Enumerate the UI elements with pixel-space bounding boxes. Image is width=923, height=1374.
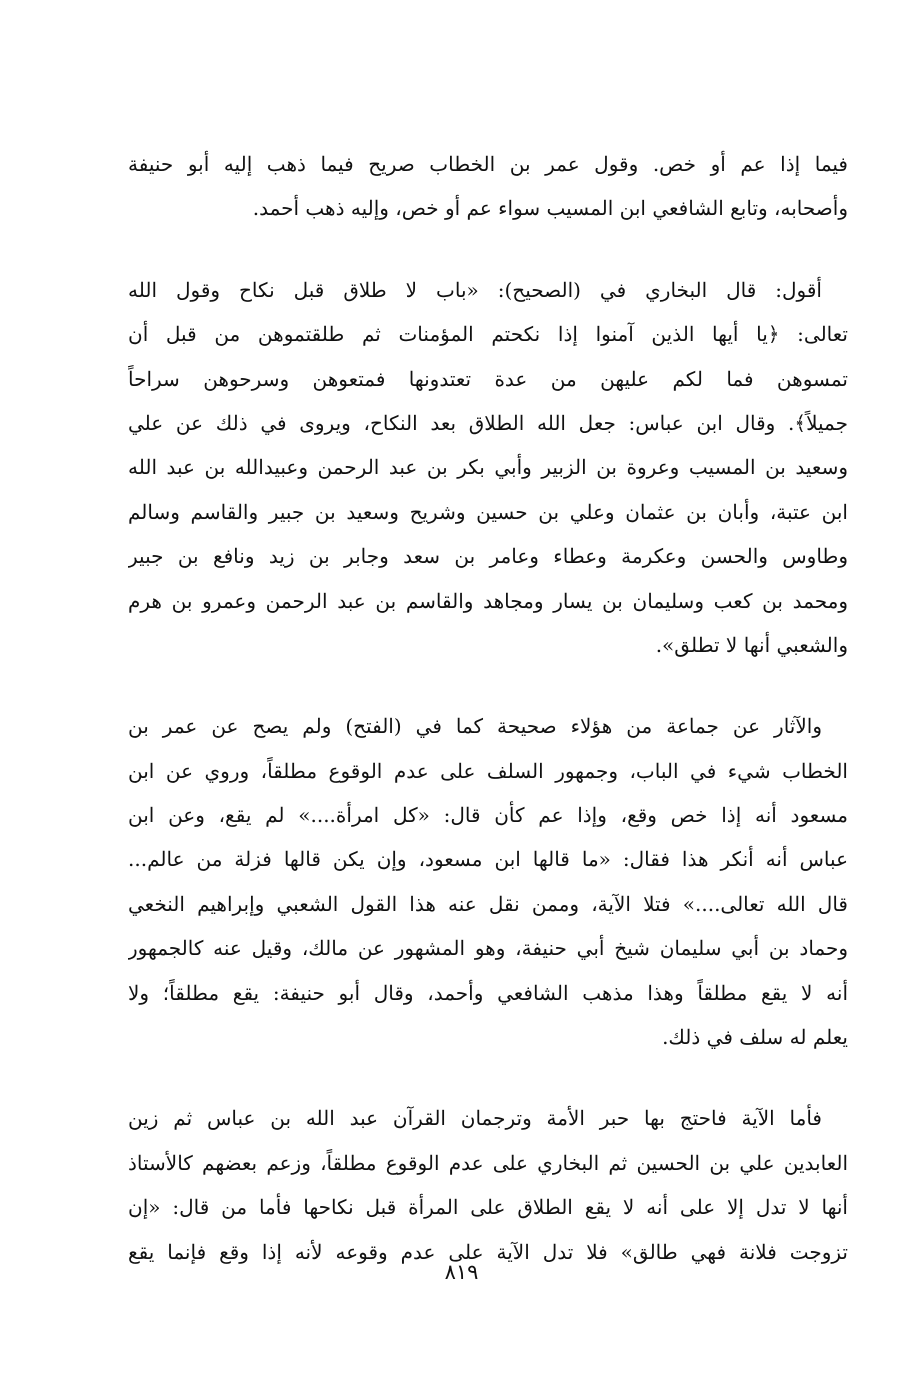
- page-number: ٨١٩: [444, 1260, 479, 1284]
- text-line: تعالى: ﴿يا أيها الذين آمنوا إذا نكحتم المؤمنات ثم طلقتموهن من قبل أن: [128, 322, 848, 347]
- paragraph-3: [128, 704, 848, 1059]
- text-line: الخطاب شيء في الباب، وجمهور السلف على عدم الوقوع مطلقاً، وروي عن ابن: [128, 758, 848, 783]
- paragraph-2: [128, 268, 848, 668]
- text-line: العابدين علي بن الحسين ثم البخاري على عدم الوقوع مطلقاً، وزعم بعضهم كالأستاذ: [128, 1150, 848, 1175]
- text-line: تمسوهن فما لكم عليهن من عدة تعتدونها فمتعوهن وسرحوهن سراحاً: [128, 366, 848, 391]
- text-line: ابن عتبة، وأبان بن عثمان وعلي بن حسين وشريح وسعيد بن جبير والقاسم وسالم: [128, 499, 848, 524]
- text-line: والآثار عن جماعة من هؤلاء صحيحة كما في (الفتح) ولم يصح عن عمر بن: [128, 714, 822, 739]
- paragraph-gap: [128, 231, 848, 268]
- text-line: يعلم له سلف في ذلك.: [662, 1025, 848, 1050]
- text-line: وسعيد بن المسيب وعروة بن الزبير وأبي بكر بن عبد الرحمن وعبيدالله بن عبد الله: [128, 455, 848, 480]
- text-line: فأما الآية فاحتج بها حبر الأمة وترجمان القرآن عبد الله بن عباس ثم زين: [128, 1106, 822, 1131]
- text-line: والشعبي أنها لا تطلق».: [655, 632, 848, 657]
- text-line: فيما إذا عم أو خص. وقول عمر بن الخطاب صريح فيما ذهب إليه أبو حنيفة: [128, 152, 848, 176]
- text-line: قال الله تعالى....» فتلا الآية، وممن نقل عنه هذا القول الشعبي وإبراهيم النخعي: [128, 891, 848, 916]
- page-body: [128, 142, 848, 1274]
- text-line: أقول: قال البخاري في (الصحيح): «باب لا طلاق قبل نكاح وقول الله: [128, 277, 822, 302]
- text-line: وطاوس والحسن وعكرمة وعطاء وعامر بن سعد وجابر بن زيد ونافع بن جبير: [128, 544, 848, 569]
- text-line: أنها لا تدل إلا على أنه لا يقع الطلاق على المرأة قبل نكاحها فأما من قال: «إن: [128, 1195, 848, 1220]
- text-line: وحماد بن أبي سليمان شيخ أبي حنيفة، وهو المشهور عن مالك، وقيل عنه كالجمهور: [128, 936, 848, 961]
- text-line: أنه لا يقع مطلقاً وهذا مذهب الشافعي وأحمد، وقال أبو حنيفة: يقع مطلقاً؛ ولا: [128, 980, 848, 1005]
- paragraph-gap: [128, 1059, 848, 1096]
- text-line: جميلاً﴾. وقال ابن عباس: جعل الله الطلاق بعد النكاح، ويروى في ذلك عن علي: [128, 410, 848, 435]
- text-line: تزوجت فلانة فهي طالق» فلا تدل الآية على عدم وقوعه لأنه إذا وقع فإنما يقع: [128, 1239, 848, 1264]
- paragraph-1: [128, 142, 848, 231]
- text-line: ومحمد بن كعب وسليمان بن يسار ومجاهد والقاسم بن عبد الرحمن وعمرو بن هرم: [128, 588, 848, 613]
- text-line: عباس أنه أنكر هذا فقال: «ما قالها ابن مسعود، وإن يكن قالها فزلة من عالم...: [128, 847, 848, 872]
- text-line: وأصحابه، وتابع الشافعي ابن المسيب سواء عم أو خص، وإليه ذهب أحمد.: [252, 196, 848, 221]
- paragraph-4: [128, 1096, 848, 1274]
- text-line: مسعود أنه إذا خص وقع، وإذا عم كأن قال: «كل امرأة....» لم يقع، وعن ابن: [128, 803, 848, 828]
- paragraph-gap: [128, 667, 848, 704]
